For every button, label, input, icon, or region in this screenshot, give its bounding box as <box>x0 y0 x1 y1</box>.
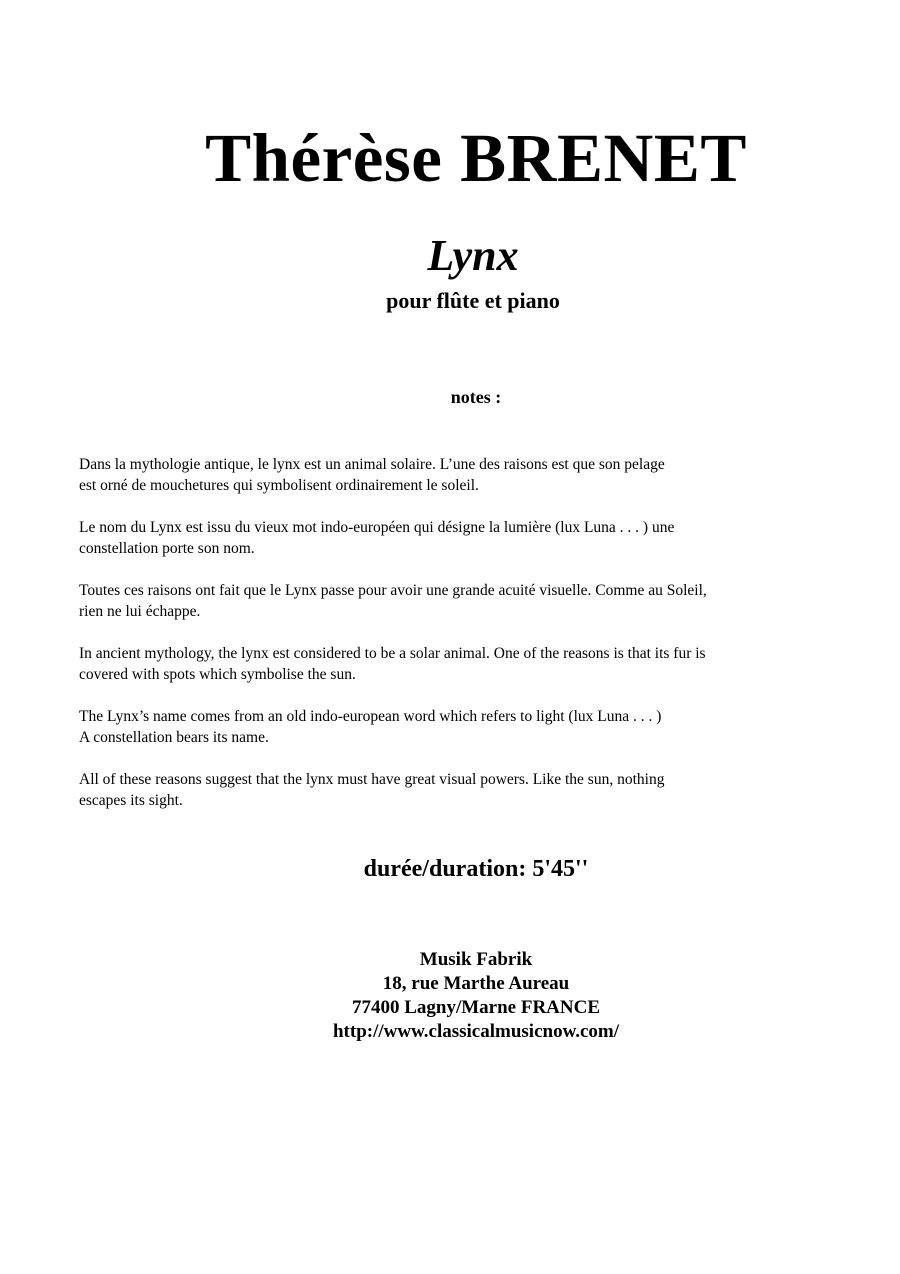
publisher-street: 18, rue Marthe Aureau <box>382 973 570 994</box>
publisher-name: Musik Fabrik <box>419 949 533 970</box>
notes-heading: notes : <box>450 387 502 407</box>
publisher-city: 77400 Lagny/Marne FRANCE <box>351 997 601 1018</box>
notes-body <box>79 454 839 832</box>
publisher-block <box>0 948 900 1044</box>
notes-paragraph-en-2: The Lynx’s name comes from an old indo-european word which refers to light (lux Luna . . . ) A constellation bears its name. <box>79 708 662 746</box>
notes-paragraph-fr-1: Dans la mythologie antique, le lynx est un animal solaire. L’une des raisons est que son pelage est orné de mouchetures qui symbolisent ordinairement le soleil. <box>79 456 665 494</box>
notes-paragraph-fr-3: Toutes ces raisons ont fait que le Lynx passe pour avoir une grande acuité visuelle. Comme au Soleil, rien ne lui échappe. <box>79 582 707 620</box>
work-title: Lynx <box>427 231 519 280</box>
publisher-url: http://www.classicalmusicnow.com/ <box>332 1021 620 1042</box>
notes-paragraph-en-3: All of these reasons suggest that the lynx must have great visual powers. Like the sun, nothing escapes its sight. <box>79 771 665 809</box>
notes-paragraph-fr-2: Le nom du Lynx est issu du vieux mot indo-européen qui désigne la lumière (lux Luna . . . ) une constellation porte son nom. <box>79 519 675 557</box>
notes-paragraph-en-1: In ancient mythology, the lynx est considered to be a solar animal. One of the reasons is that its fur is covered with spots which symbolise the sun. <box>79 645 706 683</box>
composer-name: Thérèse BRENET <box>205 120 747 196</box>
work-subtitle: pour flûte et piano <box>386 288 560 313</box>
duration: durée/duration: 5'45'' <box>363 856 589 882</box>
